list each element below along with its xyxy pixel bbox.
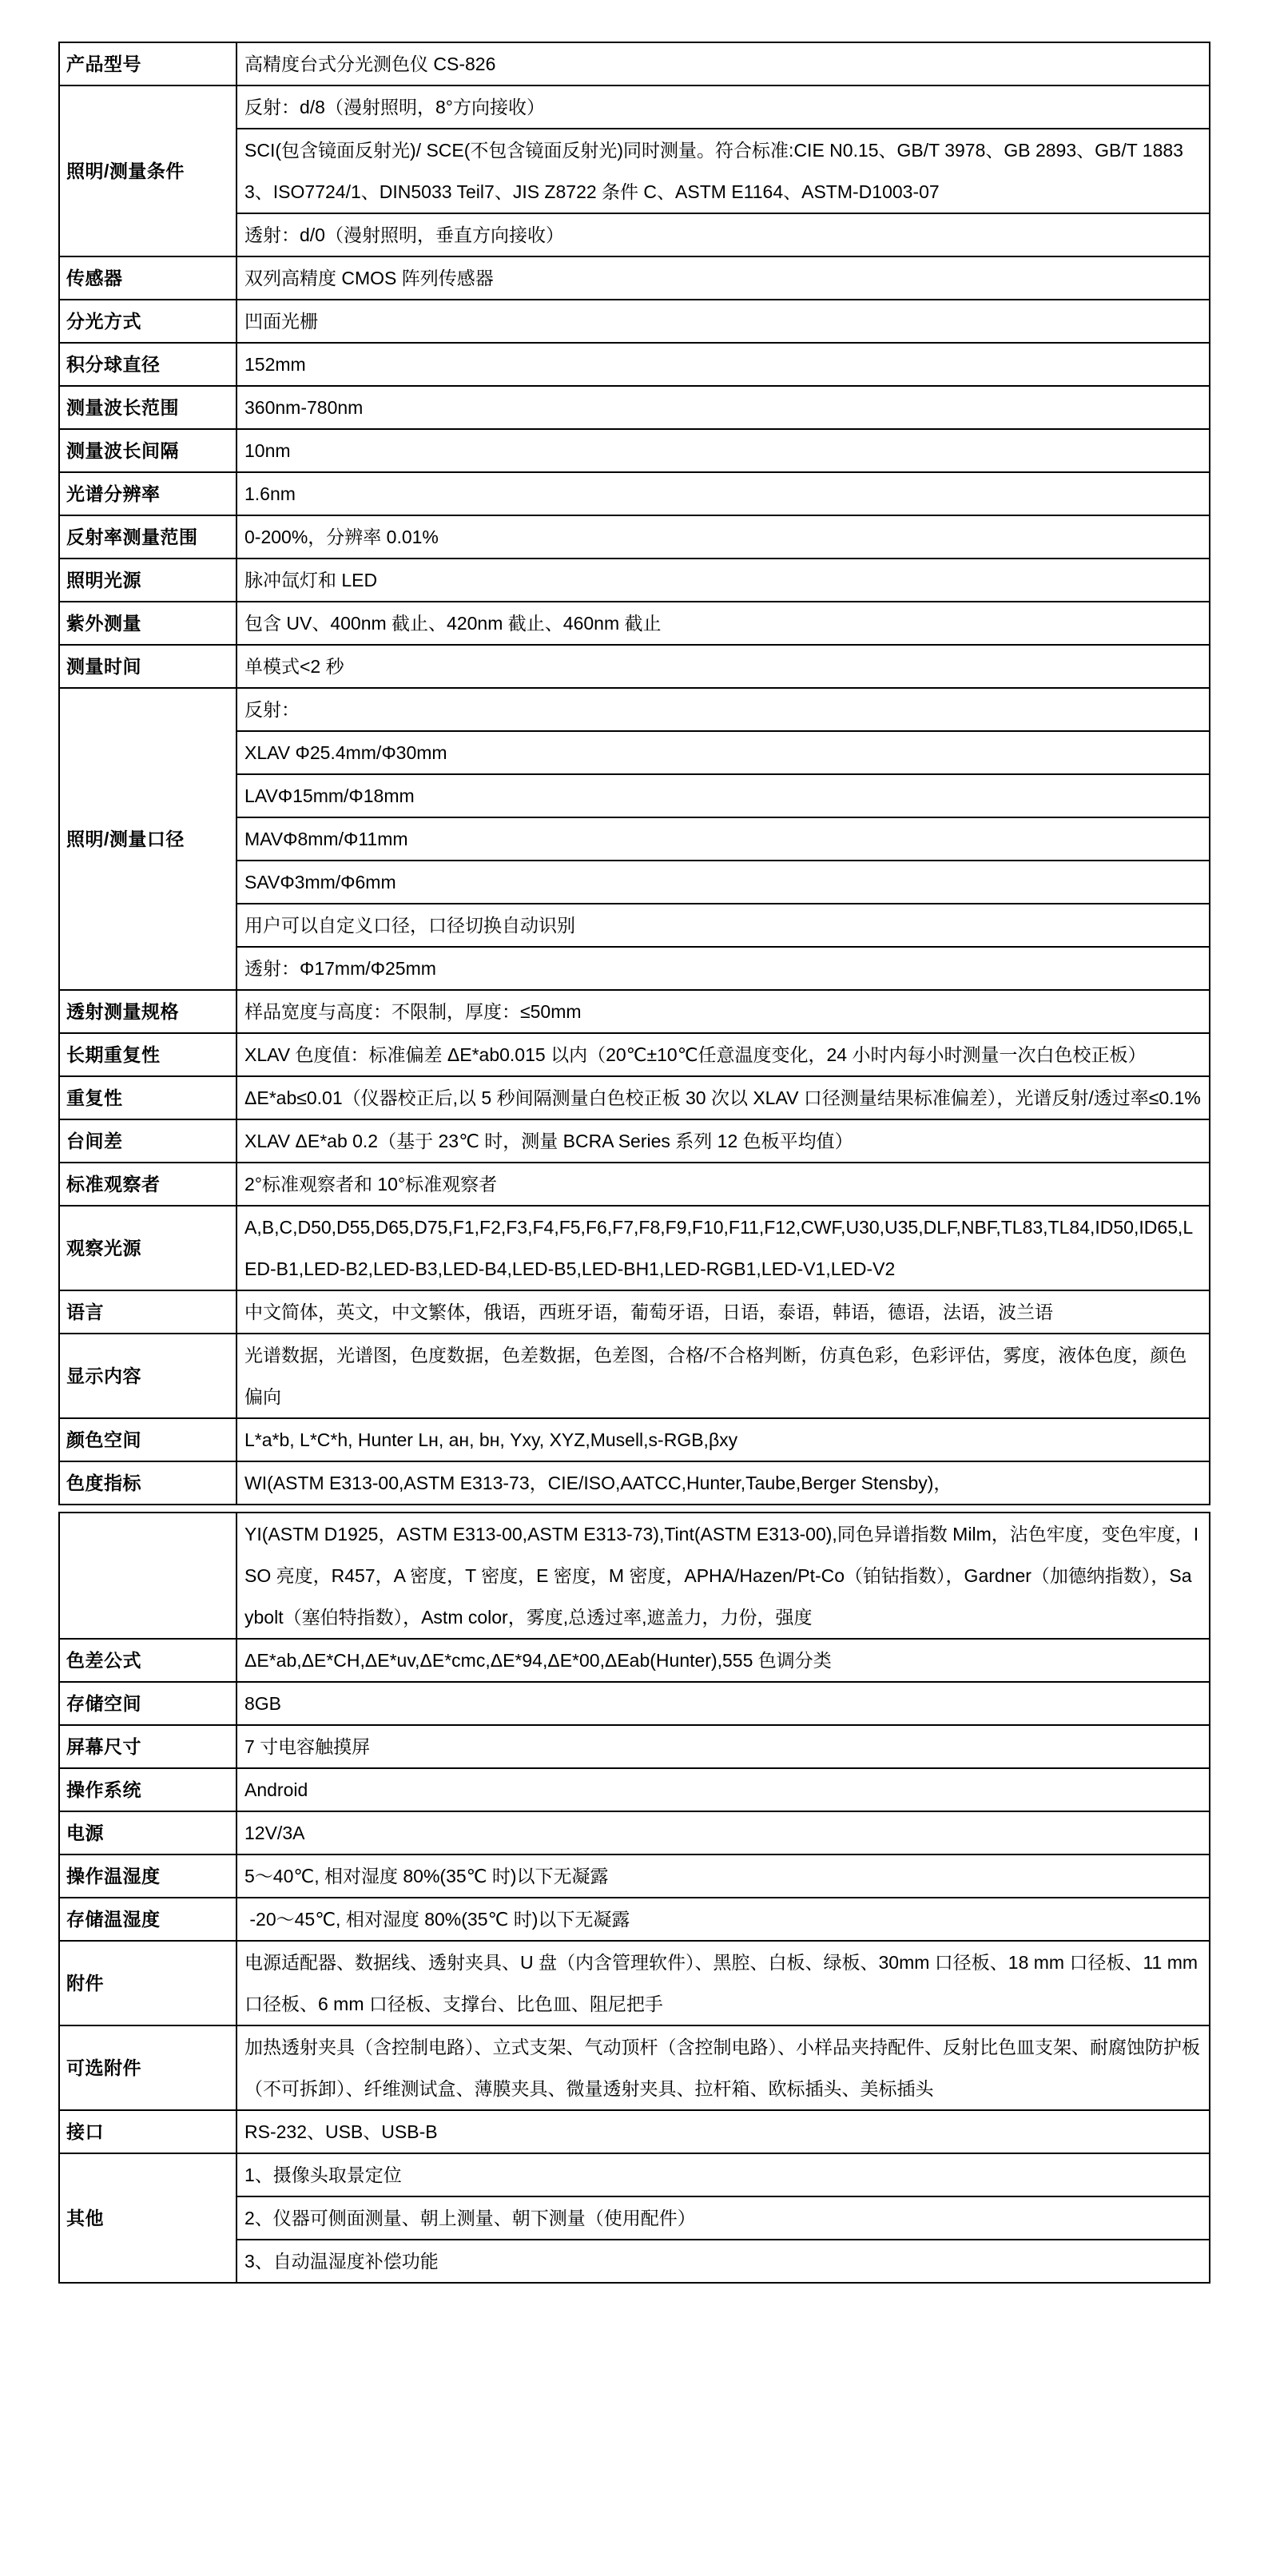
spec-value: 8GB (237, 1682, 1210, 1725)
table-row (59, 1682, 1210, 1725)
spec-value: -20～45℃, 相对湿度 80%(35℃ 时)以下无凝露 (237, 1898, 1210, 1941)
table-row (59, 1076, 1210, 1119)
spec-value: MAVΦ8mm/Φ11mm (237, 817, 1210, 861)
spec-label: 标准观察者 (59, 1163, 237, 1206)
table-row (59, 1811, 1210, 1854)
table-row (59, 1033, 1210, 1076)
spec-value: 3、自动温湿度补偿功能 (237, 2240, 1210, 2283)
spec-label: 透射测量规格 (59, 990, 237, 1033)
spec-value: 360nm-780nm (237, 386, 1210, 429)
spec-value: 10nm (237, 429, 1210, 472)
spec-label: 屏幕尺寸 (59, 1725, 237, 1768)
table-row (59, 2025, 1210, 2110)
table-row (59, 1418, 1210, 1461)
spec-label: 色差公式 (59, 1639, 237, 1682)
table-row (59, 1206, 1210, 1290)
spec-value: RS-232、USB、USB-B (237, 2110, 1210, 2153)
spec-label: 其他 (59, 2153, 237, 2283)
table-row (59, 386, 1210, 429)
spec-value: 2、仪器可侧面测量、朝上测量、朝下测量（使用配件） (237, 2196, 1210, 2240)
spec-value: 152mm (237, 343, 1210, 386)
table-row (59, 990, 1210, 1033)
table-row (59, 1290, 1210, 1334)
spec-value: 样品宽度与高度：不限制，厚度：≤50mm (237, 990, 1210, 1033)
spec-value: 5～40℃, 相对湿度 80%(35℃ 时)以下无凝露 (237, 1854, 1210, 1898)
spec-value: 反射： (237, 688, 1210, 731)
table-row (59, 1725, 1210, 1768)
table-row (59, 85, 1210, 129)
table-split-gap (58, 1505, 1210, 1512)
table-row (59, 602, 1210, 645)
spec-value: 加热透射夹具（含控制电路）、立式支架、气动顶杆（含控制电路）、小样品夹持配件、反射比色皿支架、耐腐蚀防护板（不可拆卸）、纤维测试盒、薄膜夹具、微量透射夹具、拉杆箱、欧标插头、美标插头 (237, 2025, 1210, 2110)
spec-label: 操作温湿度 (59, 1854, 237, 1898)
spec-value: 1、摄像头取景定位 (237, 2153, 1210, 2196)
spec-value: WI(ASTM E313-00,ASTM E313-73，CIE/ISO,AATCC,Hunter,Taube,Berger Stensby)， (237, 1461, 1210, 1505)
table-row (59, 1513, 1210, 1639)
spec-label: 测量波长间隔 (59, 429, 237, 472)
spec-label: 积分球直径 (59, 343, 237, 386)
spec-value: 反射：d/8（漫射照明，8°方向接收） (237, 85, 1210, 129)
table-row (59, 2153, 1210, 2196)
table-row (59, 472, 1210, 515)
spec-value: 中文简体，英文，中文繁体，俄语，西班牙语，葡萄牙语，日语，泰语，韩语，德语，法语，波兰语 (237, 1290, 1210, 1334)
spec-value: 脉冲氙灯和 LED (237, 559, 1210, 602)
table-row (59, 1334, 1210, 1418)
spec-value: 7 寸电容触摸屏 (237, 1725, 1210, 1768)
spec-label: 语言 (59, 1290, 237, 1334)
table-row (59, 42, 1210, 85)
spec-value: 0-200%，分辨率 0.01% (237, 515, 1210, 559)
spec-value: XLAV ΔE*ab 0.2（基于 23℃ 时，测量 BCRA Series 系列 12 色板平均值） (237, 1119, 1210, 1163)
spec-label: 产品型号 (59, 42, 237, 85)
table-row (59, 1639, 1210, 1682)
spec-value: 光谱数据，光谱图，色度数据，色差数据，色差图，合格/不合格判断，仿真色彩，色彩评估，雾度，液体色度，颜色偏向 (237, 1334, 1210, 1418)
spec-value: 电源适配器、数据线、透射夹具、U 盘（内含管理软件）、黑腔、白板、绿板、30mm 口径板、18 mm 口径板、11 mm 口径板、6 mm 口径板、支撑台、比色皿、阻尼把手 (237, 1941, 1210, 2025)
table-row (59, 1163, 1210, 1206)
table-row (59, 1898, 1210, 1941)
spec-value: A,B,C,D50,D55,D65,D75,F1,F2,F3,F4,F5,F6,F7,F8,F9,F10,F11,F12,CWF,U30,U35,DLF,NBF,TL83,TL84,ID50,ID65,LED-B1,LED-B2,LED-B3,LED-B4,LED-B5,LED-BH1,LED-RGB1,LED-V1,LED-V2 (237, 1206, 1210, 1290)
table-row (59, 645, 1210, 688)
spec-value: 单模式<2 秒 (237, 645, 1210, 688)
spec-label: 照明/测量条件 (59, 85, 237, 256)
spec-value: XLAV 色度值：标准偏差 ΔE*ab0.015 以内（20℃±10℃任意温度变化，24 小时内每小时测量一次白色校正板） (237, 1033, 1210, 1076)
spec-table-part-2 (58, 1512, 1210, 2284)
spec-value: ΔE*ab,ΔE*CH,ΔE*uv,ΔE*cmc,ΔE*94,ΔE*00,ΔEab(Hunter),555 色调分类 (237, 1639, 1210, 1682)
spec-value: ΔE*ab≤0.01（仪器校正后,以 5 秒间隔测量白色校正板 30 次以 XLAV 口径测量结果标准偏差），光谱反射/透过率≤0.1% (237, 1076, 1210, 1119)
spec-value: YI(ASTM D1925，ASTM E313-00,ASTM E313-73),Tint(ASTM E313-00),同色异谱指数 Milm，沾色牢度，变色牢度，ISO 亮度，R457，A 密度，T 密度，E 密度，M 密度，APHA/Hazen/Pt-Co（铂钴指数），Gardner（加德纳指数），Saybolt（塞伯特指数），Astm color，雾度,总透过率,遮盖力，力份，强度 (237, 1513, 1210, 1639)
spec-value: XLAV Φ25.4mm/Φ30mm (237, 731, 1210, 774)
spec-label: 操作系统 (59, 1768, 237, 1811)
table-row (59, 300, 1210, 343)
table-row (59, 1461, 1210, 1505)
spec-value: 透射：Φ17mm/Φ25mm (237, 947, 1210, 990)
spec-label: 观察光源 (59, 1206, 237, 1290)
table-row (59, 1854, 1210, 1898)
spec-value: L*a*b, L*C*h, Hunter Lн, aн, bн, Yxy, XYZ,Musell,s-RGB,βxy (237, 1418, 1210, 1461)
spec-label: 接口 (59, 2110, 237, 2153)
spec-value: 双列高精度 CMOS 阵列传感器 (237, 256, 1210, 300)
spec-label (59, 1513, 237, 1639)
spec-label: 显示内容 (59, 1334, 237, 1418)
spec-label: 照明光源 (59, 559, 237, 602)
spec-value: 凹面光栅 (237, 300, 1210, 343)
spec-value: 高精度台式分光测色仪 CS-826 (237, 42, 1210, 85)
spec-value: SCI(包含镜面反射光)/ SCE(不包含镜面反射光)同时测量。符合标准:CIE N0.15、GB/T 3978、GB 2893、GB/T 18833、ISO7724/1、DIN5033 Teil7、JIS Z8722 条件 C、ASTM E1164、ASTM-D1003-07 (237, 129, 1210, 213)
table-row (59, 559, 1210, 602)
spec-label: 颜色空间 (59, 1418, 237, 1461)
spec-label: 色度指标 (59, 1461, 237, 1505)
spec-label: 紫外测量 (59, 602, 237, 645)
spec-table-part-1 (58, 42, 1210, 1505)
spec-label: 传感器 (59, 256, 237, 300)
spec-value: 用户可以自定义口径，口径切换自动识别 (237, 904, 1210, 947)
spec-label: 台间差 (59, 1119, 237, 1163)
spec-label: 长期重复性 (59, 1033, 237, 1076)
table-row (59, 343, 1210, 386)
spec-value: 包含 UV、400nm 截止、420nm 截止、460nm 截止 (237, 602, 1210, 645)
spec-value: Android (237, 1768, 1210, 1811)
spec-label: 可选附件 (59, 2025, 237, 2110)
spec-sheet-page (58, 42, 1210, 2284)
spec-label: 测量波长范围 (59, 386, 237, 429)
table-row (59, 1768, 1210, 1811)
table-row (59, 688, 1210, 731)
table-row (59, 1941, 1210, 2025)
spec-label: 存储空间 (59, 1682, 237, 1725)
spec-value: 12V/3A (237, 1811, 1210, 1854)
spec-label: 测量时间 (59, 645, 237, 688)
spec-label: 重复性 (59, 1076, 237, 1119)
spec-label: 电源 (59, 1811, 237, 1854)
spec-label: 存储温湿度 (59, 1898, 237, 1941)
table-row (59, 256, 1210, 300)
spec-value: 2°标准观察者和 10°标准观察者 (237, 1163, 1210, 1206)
spec-label: 分光方式 (59, 300, 237, 343)
spec-label: 照明/测量口径 (59, 688, 237, 990)
spec-label: 光谱分辨率 (59, 472, 237, 515)
table-row (59, 515, 1210, 559)
spec-value: LAVΦ15mm/Φ18mm (237, 774, 1210, 817)
table-row (59, 1119, 1210, 1163)
spec-label: 反射率测量范围 (59, 515, 237, 559)
spec-value: 1.6nm (237, 472, 1210, 515)
spec-value: 透射：d/0（漫射照明，垂直方向接收） (237, 213, 1210, 256)
spec-value: SAVΦ3mm/Φ6mm (237, 861, 1210, 904)
table-row (59, 2110, 1210, 2153)
table-row (59, 429, 1210, 472)
spec-label: 附件 (59, 1941, 237, 2025)
